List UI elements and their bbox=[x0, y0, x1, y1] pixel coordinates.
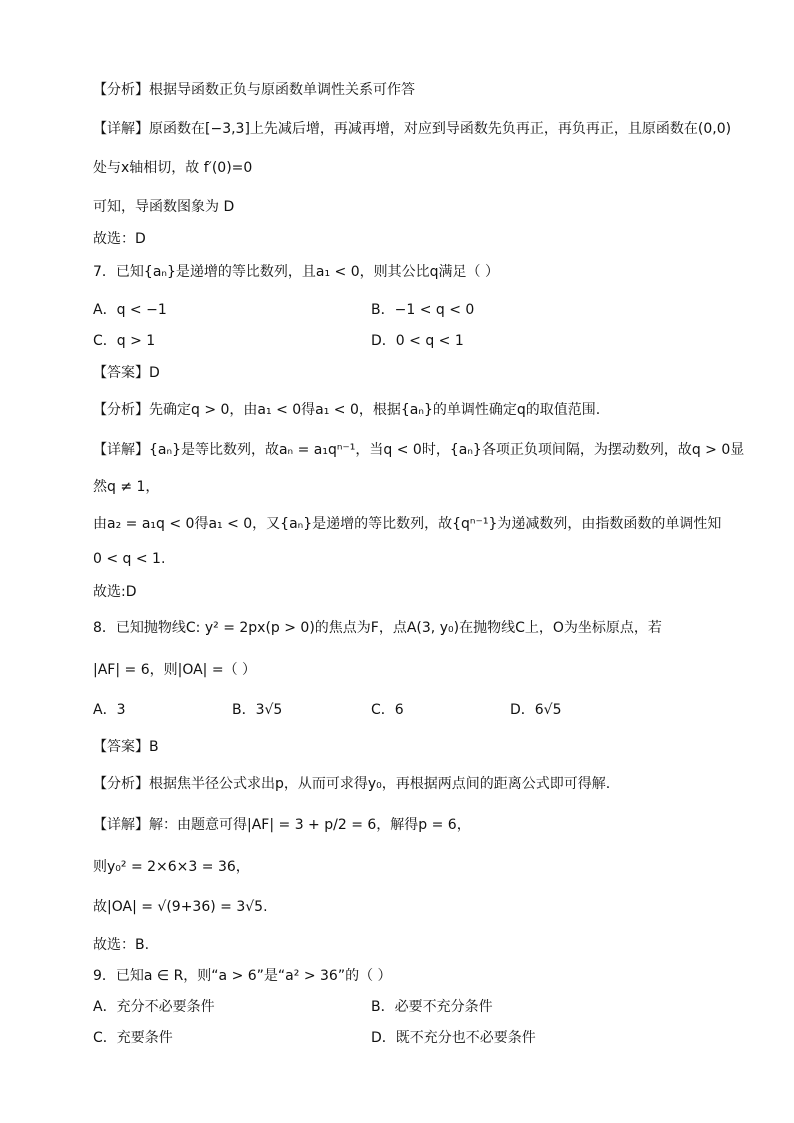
q8-option-b: B．3√5 bbox=[232, 702, 283, 718]
q7-analysis: 【分析】先确定q > 0，由a₁ < 0得a₁ < 0，根据{aₙ}的单调性确定q的取值范围. bbox=[93, 402, 601, 418]
q8-stem-line2: |AF| = 6，则|OA| =（ ） bbox=[93, 662, 257, 678]
q7-detail-line4: 0 < q < 1. bbox=[93, 551, 166, 567]
q9-stem: 9．已知a ∈ R，则“a > 6”是“a² > 36”的（ ） bbox=[93, 968, 392, 984]
q8-detail-line3: 故|OA| = √(9+36) = 3√5. bbox=[93, 899, 268, 915]
q7-choose: 故选:D bbox=[93, 584, 137, 600]
q9-option-d: D．既不充分也不必要条件 bbox=[371, 1030, 536, 1046]
q8-option-c: C．6 bbox=[371, 702, 404, 718]
q7-option-c: C．q > 1 bbox=[93, 333, 156, 349]
q7-option-b: B．−1 < q < 0 bbox=[371, 302, 475, 318]
q8-detail-line1: 【详解】解：由题意可得|AF| = 3 + p/2 = 6，解得p = 6， bbox=[93, 817, 471, 833]
q7-detail-line1: 【详解】{aₙ}是等比数列，故aₙ = a₁qⁿ⁻¹，当q < 0时，{aₙ}各项正负项间隔，为摆动数列，故q > 0显 bbox=[93, 442, 745, 458]
q7-detail-line2: 然q ≠ 1， bbox=[93, 479, 160, 495]
q9-option-c: C．充要条件 bbox=[93, 1030, 173, 1046]
q8-detail-line2: 则y₀² = 2×6×3 = 36， bbox=[93, 859, 250, 875]
q8-option-d: D．6√5 bbox=[510, 702, 562, 718]
q9-option-b: B．必要不充分条件 bbox=[371, 999, 493, 1015]
q8-stem-line1: 8．已知抛物线C: y² = 2px(p > 0)的焦点为F，点A(3, y₀)在抛物线C上，O为坐标原点，若 bbox=[93, 620, 662, 636]
q8-option-a: A．3 bbox=[93, 702, 126, 718]
q7-detail-line3: 由a₂ = a₁q < 0得a₁ < 0，又{aₙ}是递增的等比数列，故{qⁿ⁻¹}为递减数列，由指数函数的单调性知 bbox=[93, 516, 722, 532]
q8-answer: 【答案】B bbox=[93, 739, 159, 755]
q8-choose: 故选：B. bbox=[93, 937, 150, 953]
q8-analysis: 【分析】根据焦半径公式求出p，从而可求得y₀，再根据两点间的距离公式即可得解. bbox=[93, 776, 611, 792]
q7-option-a: A．q < −1 bbox=[93, 302, 167, 318]
q6-detail-line2: 处与x轴相切，故 f′(0)=0 bbox=[93, 160, 253, 176]
q7-option-d: D．0 < q < 1 bbox=[371, 333, 464, 349]
q6-detail-line3: 可知，导函数图象为 D bbox=[93, 199, 235, 215]
q6-analysis: 【分析】根据导函数正负与原函数单调性关系可作答 bbox=[93, 82, 415, 98]
q6-choose: 故选：D bbox=[93, 231, 146, 247]
q9-option-a: A．充分不必要条件 bbox=[93, 999, 215, 1015]
q7-answer: 【答案】D bbox=[93, 365, 160, 381]
q6-detail-line1: 【详解】原函数在[−3,3]上先减后增，再减再增，对应到导函数先负再正，再负再正，且原函数在(0,0) bbox=[93, 121, 732, 137]
q7-stem: 7．已知{aₙ}是递增的等比数列，且a₁ < 0，则其公比q满足（ ） bbox=[93, 264, 499, 280]
